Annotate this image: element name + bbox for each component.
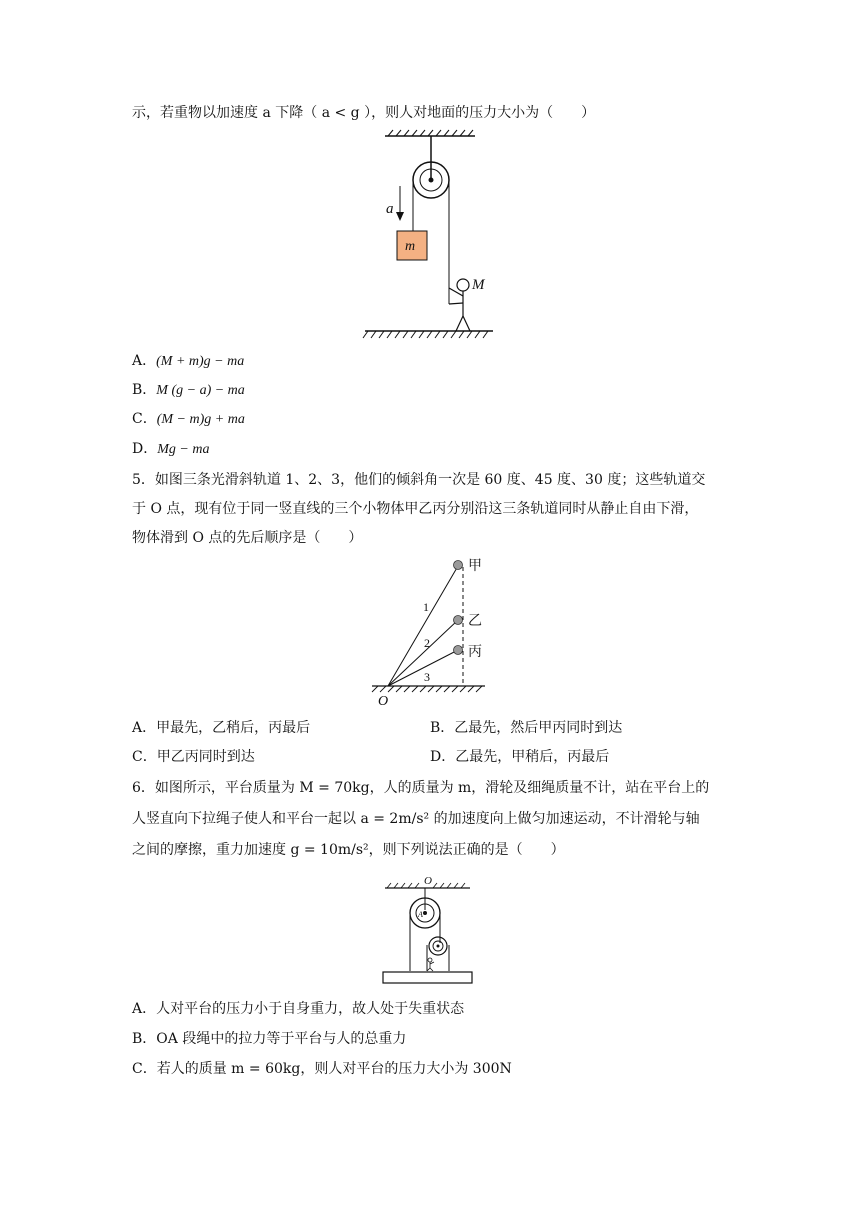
q5-origin-label: O	[378, 694, 389, 708]
q5-ball-yi	[454, 616, 463, 625]
q4-option-c: C．(M − m)g + ma	[132, 411, 245, 427]
q6-option-c: C．若人的质量 m = 60kg，则人对平台的压力大小为 300N	[132, 1061, 512, 1077]
q5-stem-line-3: 物体滑到 O 点的先后顺序是（ ）	[132, 530, 363, 546]
q5-option-b: B．乙最先，然后甲丙同时到达	[430, 720, 623, 736]
q5-label-bing: 丙	[468, 645, 482, 660]
q6-label-O: O	[424, 875, 432, 887]
q4-option-a: A．(M + m)g − ma	[132, 353, 245, 369]
q5-option-a: A．甲最先，乙稍后，丙最后	[132, 720, 311, 736]
q4-option-d-expr: Mg − ma	[157, 442, 210, 457]
q5-stem-line-2: 于 O 点，现有位于同一竖直线的三个小物体甲乙丙分别沿这三条轨道同时从静止自由下滑，	[132, 501, 699, 517]
q6-stem-line-2: 人竖直向下拉绳子使人和平台一起以 a = 2m/s² 的加速度向上做匀加速运动，不计滑轮与轴	[132, 811, 700, 827]
q6-stem-line-3: 之间的摩擦，重力加速度 g = 10m/s²，则下列说法正确的是（ ）	[132, 842, 565, 858]
q4-option-d: D．Mg − ma	[132, 441, 210, 457]
q4-label-M: M	[472, 277, 485, 293]
q5-track-number-2: 2	[424, 636, 430, 650]
q4-option-c-expr: (M − m)g + ma	[156, 412, 245, 427]
q5-track-number-1: 1	[423, 600, 429, 614]
q5-ball-bing	[454, 646, 463, 655]
q6-option-b: B．OA 段绳中的拉力等于平台与人的总重力	[132, 1031, 407, 1047]
q4-stem: 示，若重物以加速度 a 下降（ a < g ），则人对地面的压力大小为（ ）	[132, 105, 596, 121]
q5-stem-line-1: 5．如图三条光滑斜轨道 1、2、3，他们的倾斜角一次是 60 度、45 度、30 度；这些轨道交	[132, 472, 706, 488]
q6-label-A: A	[418, 910, 423, 919]
q4-pulley-figure	[360, 128, 500, 346]
q5-label-jia: 甲	[468, 559, 482, 574]
q6-platform-figure	[375, 873, 480, 988]
q4-label-a: a	[386, 201, 394, 217]
q5-option-d: D．乙最先，甲稍后，丙最后	[430, 749, 610, 765]
q4-option-a-expr: (M + m)g − ma	[156, 354, 245, 369]
q4-option-b-expr: M (g − a) − ma	[156, 383, 245, 398]
q4-option-b: B．M (g − a) − ma	[132, 382, 245, 398]
q5-label-yi: 乙	[468, 614, 482, 629]
q5-tracks-figure	[368, 553, 493, 708]
q6-platform	[383, 972, 472, 983]
q5-track-number-3: 3	[424, 670, 430, 684]
q4-label-m: m	[405, 239, 416, 254]
q6-option-a: A．人对平台的压力小于自身重力，故人处于失重状态	[132, 1001, 465, 1017]
q5-ball-jia	[454, 561, 463, 570]
q6-stem-line-1: 6．如图所示，平台质量为 M = 70kg，人的质量为 m，滑轮及细绳质量不计，站在平台上的	[132, 780, 710, 796]
q5-option-c: C．甲乙丙同时到达	[132, 749, 255, 765]
